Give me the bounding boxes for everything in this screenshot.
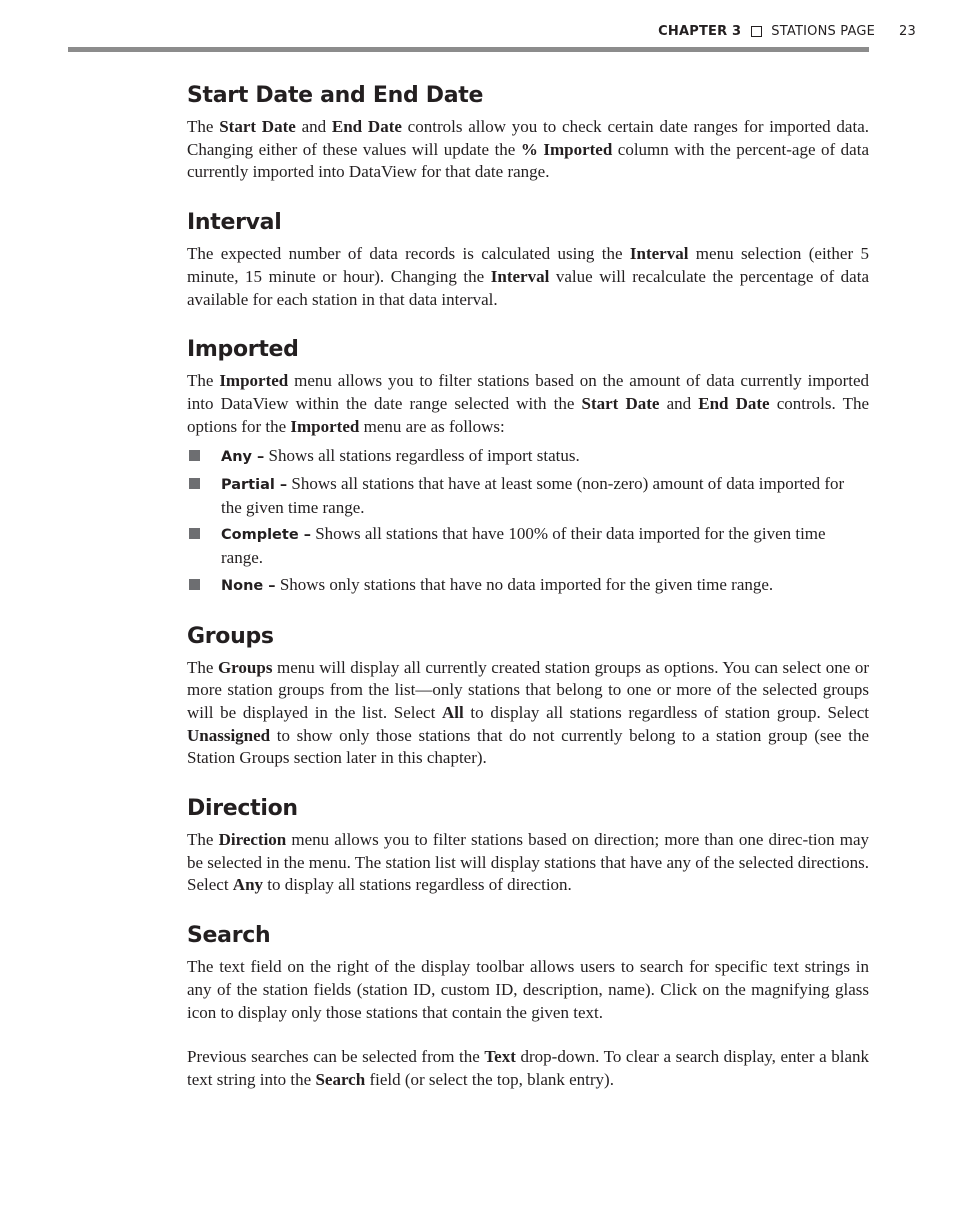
square-bullet-icon [189, 528, 200, 539]
body-paragraph: The Direction menu allows you to filter stations based on direction; more than one direc-tion may be selected in the menu. The station list will display stations that have any of the selected directions. Select Any to display all stations regardless of direction. [187, 830, 869, 895]
imported-options-list [187, 445, 869, 597]
section-groups [187, 623, 869, 771]
body-paragraph: The Groups menu will display all currently created station groups as options. You can select one or more station groups from the list—only stations that belong to one or more of the selected groups will be displayed in the list. Select All to display all stations regardless of station group. Select Unassigned to show only those stations that do not currently belong to a station group (see the Station Groups section later in this chapter). [187, 657, 869, 768]
section-title: Search [187, 923, 271, 949]
body-paragraph: The expected number of data records is calculated using the Interval menu selection (either 5 minute, 15 minute or hour). Changing the Interval value will recalculate the percentage of data available for each station in that data interval. [187, 244, 869, 309]
list-item: Any – Shows all stations regardless of import status. [187, 445, 869, 469]
running-header [658, 24, 916, 39]
body-paragraph: Previous searches can be selected from the Text drop-down. To clear a search display, enter a blank text string into the Search field (or select the top, blank entry). [187, 1047, 869, 1089]
section-title: Interval [187, 210, 282, 236]
chapter-label: CHAPTER 3 [658, 24, 742, 39]
section-title: Direction [187, 796, 298, 822]
list-item: None – Shows only stations that have no data imported for the given time range. [187, 574, 869, 598]
list-item: Partial – Shows all stations that have at least some (non-zero) amount of data imported for the given time range. [187, 473, 869, 519]
square-bullet-icon [189, 579, 200, 590]
section-dates [187, 82, 869, 184]
section-imported [187, 336, 869, 597]
separator-box-icon [751, 26, 762, 37]
square-bullet-icon [189, 478, 200, 489]
body-paragraph: The Imported menu allows you to filter stations based on the amount of data currently imported into DataView within the date range selected with the Start Date and End Date controls. The options for the Imported menu are as follows: [187, 371, 870, 436]
section-title: Imported [187, 337, 299, 363]
page-content [187, 82, 869, 1117]
section-title: Groups [187, 623, 274, 649]
section-label: STATIONS PAGE [771, 24, 876, 39]
header-rule [68, 47, 869, 52]
section-search [187, 922, 869, 1092]
square-bullet-icon [189, 450, 200, 461]
page-number: 23 [899, 24, 916, 39]
body-paragraph: The text field on the right of the display toolbar allows users to search for specific text strings in any of the station fields (station ID, custom ID, description, name). Click on the magnifying glass icon to display only those stations that contain the given text. [187, 957, 869, 1022]
body-paragraph: The Start Date and End Date controls allow you to check certain date ranges for imported data. Changing either of these values will update the % Imported column with the percent-age of data currently imported into DataView for that date range. [187, 117, 869, 182]
list-item: Complete – Shows all stations that have 100% of their data imported for the given time range. [187, 523, 869, 569]
section-title: Start Date and End Date [187, 83, 484, 108]
section-direction [187, 795, 869, 897]
section-interval [187, 209, 869, 311]
